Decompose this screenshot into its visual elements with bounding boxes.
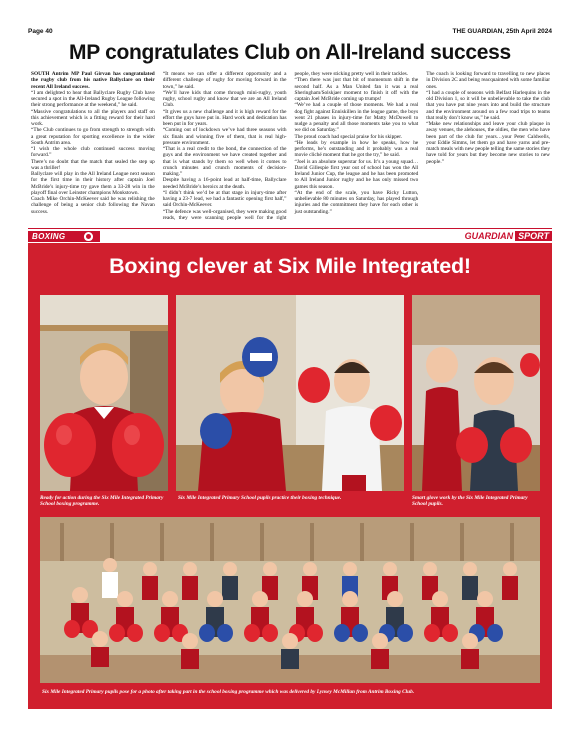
article-paragraph: “He leads by example in how he speaks, how he performs, he’s outstanding and it probably was a real movie cliché moment that he got the try,” he said. [294,139,419,159]
guardian-sport-logo [465,231,552,242]
article-paragraph: “Make new relationships and leave your club plaque in away venues, the alehouses, the oldies, the men who have been part of the club for years…your Peter Caldwells, your Eddie Simms, let them go and have yarns and pre-match meals with new people telling the same stories they have told for years but they become new stories to new people.” [426,121,550,165]
article-paragraph: “At the end of the scale, you have Ricky Lutton, unbelievable 80 minutes on Saturday, has played through injuries and the commitment they have for each other is just outstanding.” [294,189,419,215]
article-paragraph: “The Club continues to go from strength to strength with a great reputation for sporting excellence in the wider South Antrim area. [31,127,155,146]
page-header [28,26,552,36]
boxing-feature-panel [28,243,552,709]
article-paragraph: There’s no doubt that the match that sealed the step up was a thriller! [31,158,155,171]
article-paragraph: “That is a real credit to the bond, the connection of the guys and the environment we have created together and that is what stands by them so well when it comes to crunch minutes and crunch moments of decision-making.” [162,146,287,177]
section-bar [28,228,552,240]
logo-sport-text: SPORT [515,231,552,241]
caption-practice-technique: Six Mile Integrated Primary School pupils practice their boxing technique. [178,495,342,501]
photo-ready-for-action [40,295,168,491]
photo-ready-for-action-illustration [40,295,168,491]
article-body [31,71,550,221]
photo-practice-technique-illustration [176,295,404,491]
publication-date: THE GUARDIAN, 25th April 2024 [452,27,552,35]
article-paragraph: “Massive congratulations to all the players and staff on this achievement which is a fitting reward for their hard work. [31,108,155,127]
article-paragraph: “I didn’t think we’d be at that stage in injury-time after having a 23-7 lead, we had a fantastic opening first half,” said Orchin-McKeever. [162,189,287,209]
caption-group-pupils: Six Mile Integrated Primary pupils pose for a photo after taking part in the school boxing programme which was delivered by Lynsey McMillan from Antrim Boxing Club. [42,689,415,695]
section-tag-label: BOXING [32,232,66,241]
article-paragraph: “I had a couple of seasons with Belfast Harlequins in the old Division 1, so it will be unbelievable to take the club that you have put nine years into and build the structure and the environment around on a few road trips to teams that really don’t know us,” he said. [426,89,550,121]
article-paragraph: “Then there was just that bit of momentum shift in the second half. As a Man United fan it was a real Sheringham/Solskjaer moment to finish it off with the captain Joel McBride coming up trumps! [294,77,419,102]
boxing-glove-icon [84,232,93,241]
article-paragraph: “Joel is an absolute superstar for us. It’s a young squad…David Gillespie first year out of school has won the All Ireland Junior Cup, the league and he has been promoted to All Ireland Junior rugby and he has only missed two games this season. [294,158,419,190]
article-paragraph: “We’ve had a couple of those moments. We had a real dog fight against Enniskillen in the league game, the boys went 21 phases in injury-time for Matty McDowell to nudge a penalty and all those moments take you to what we did on Saturday.” [294,102,419,134]
photo-smart-glove-work [412,295,540,491]
logo-guardian-text: GUARDIAN [464,231,514,241]
article-paragraph: “We’ll have kids that come through mini-rugby, youth rugby, school rugby and know that we are an All Ireland Club. [162,89,287,109]
article-paragraph: “I wish the whole club continued success moving forward.” [31,146,155,159]
caption-smart-glove-work: Smart glove work by the Six Mile Integrated Primary School pupils. [412,495,528,508]
article-paragraph: Despite having a 16-point lead at half-time, Ballyclare needed McBride’s heroics at the death. [162,177,287,190]
article-paragraph: “Coming out of lockdown we’ve had three seasons with six finals and winning five of them, that is real high-pressure environment. [162,127,287,146]
article-paragraph: SOUTH Antrim MP Paul Girvan has congratulated the rugby club from his native Ballyclare on their recent All Ireland success. [31,71,155,90]
caption-ready-for-action: Ready for action during the Six Mile Integrated Primary School boxing programme. [40,495,164,508]
photo-group-pupils [40,517,540,683]
article-headline: MP congratulates Club on All-Ireland success [69,41,511,64]
article-paragraph: The proud coach had special praise for his skipper. [294,133,403,140]
section-tag-boxing [28,231,100,242]
page-number: Page 40 [28,27,53,35]
article-paragraph: “I am delighted to hear that Ballyclare Rugby Club have secured a spot in the All-Ireland Rugby League following their strong performance at the weekend,” he said. [31,89,155,109]
photo-group-pupils-illustration [40,517,540,683]
article-paragraph: “The defence was well-organised, they were making good reads, they were scanning people well for the right people, they were sticking pretty well in their tackles. [162,71,409,221]
article-paragraph: Coach Mike Orchin-McKeever said he was relishing the challenge of being a senior club following the Navan success. [31,196,155,215]
photo-smart-glove-work-illustration [412,295,540,491]
feature-title: Boxing clever at Six Mile Integrated! [109,254,471,278]
article-paragraph: “It means we can offer a different opportunity and a different challenge of rugby for moving forward in the town,” he said. [162,71,287,90]
article-paragraph: The coach is looking forward to travelling to new places in Division 2C and being reacquainted with some familiar ones. [426,71,550,90]
article-paragraph: “It gives us a new challenge and it is high reward for the effort the guys have put in. Hard work and dedication has been put in for years. [162,108,287,127]
photo-practice-technique [176,295,404,491]
article-paragraph: Ballyclare will play in the All Ireland League next season for the first time in their history after captain Joel McBride’s injury-time try gave them a 33-28 win in the playoff final over Leinster champions Monkstown. [31,171,155,196]
